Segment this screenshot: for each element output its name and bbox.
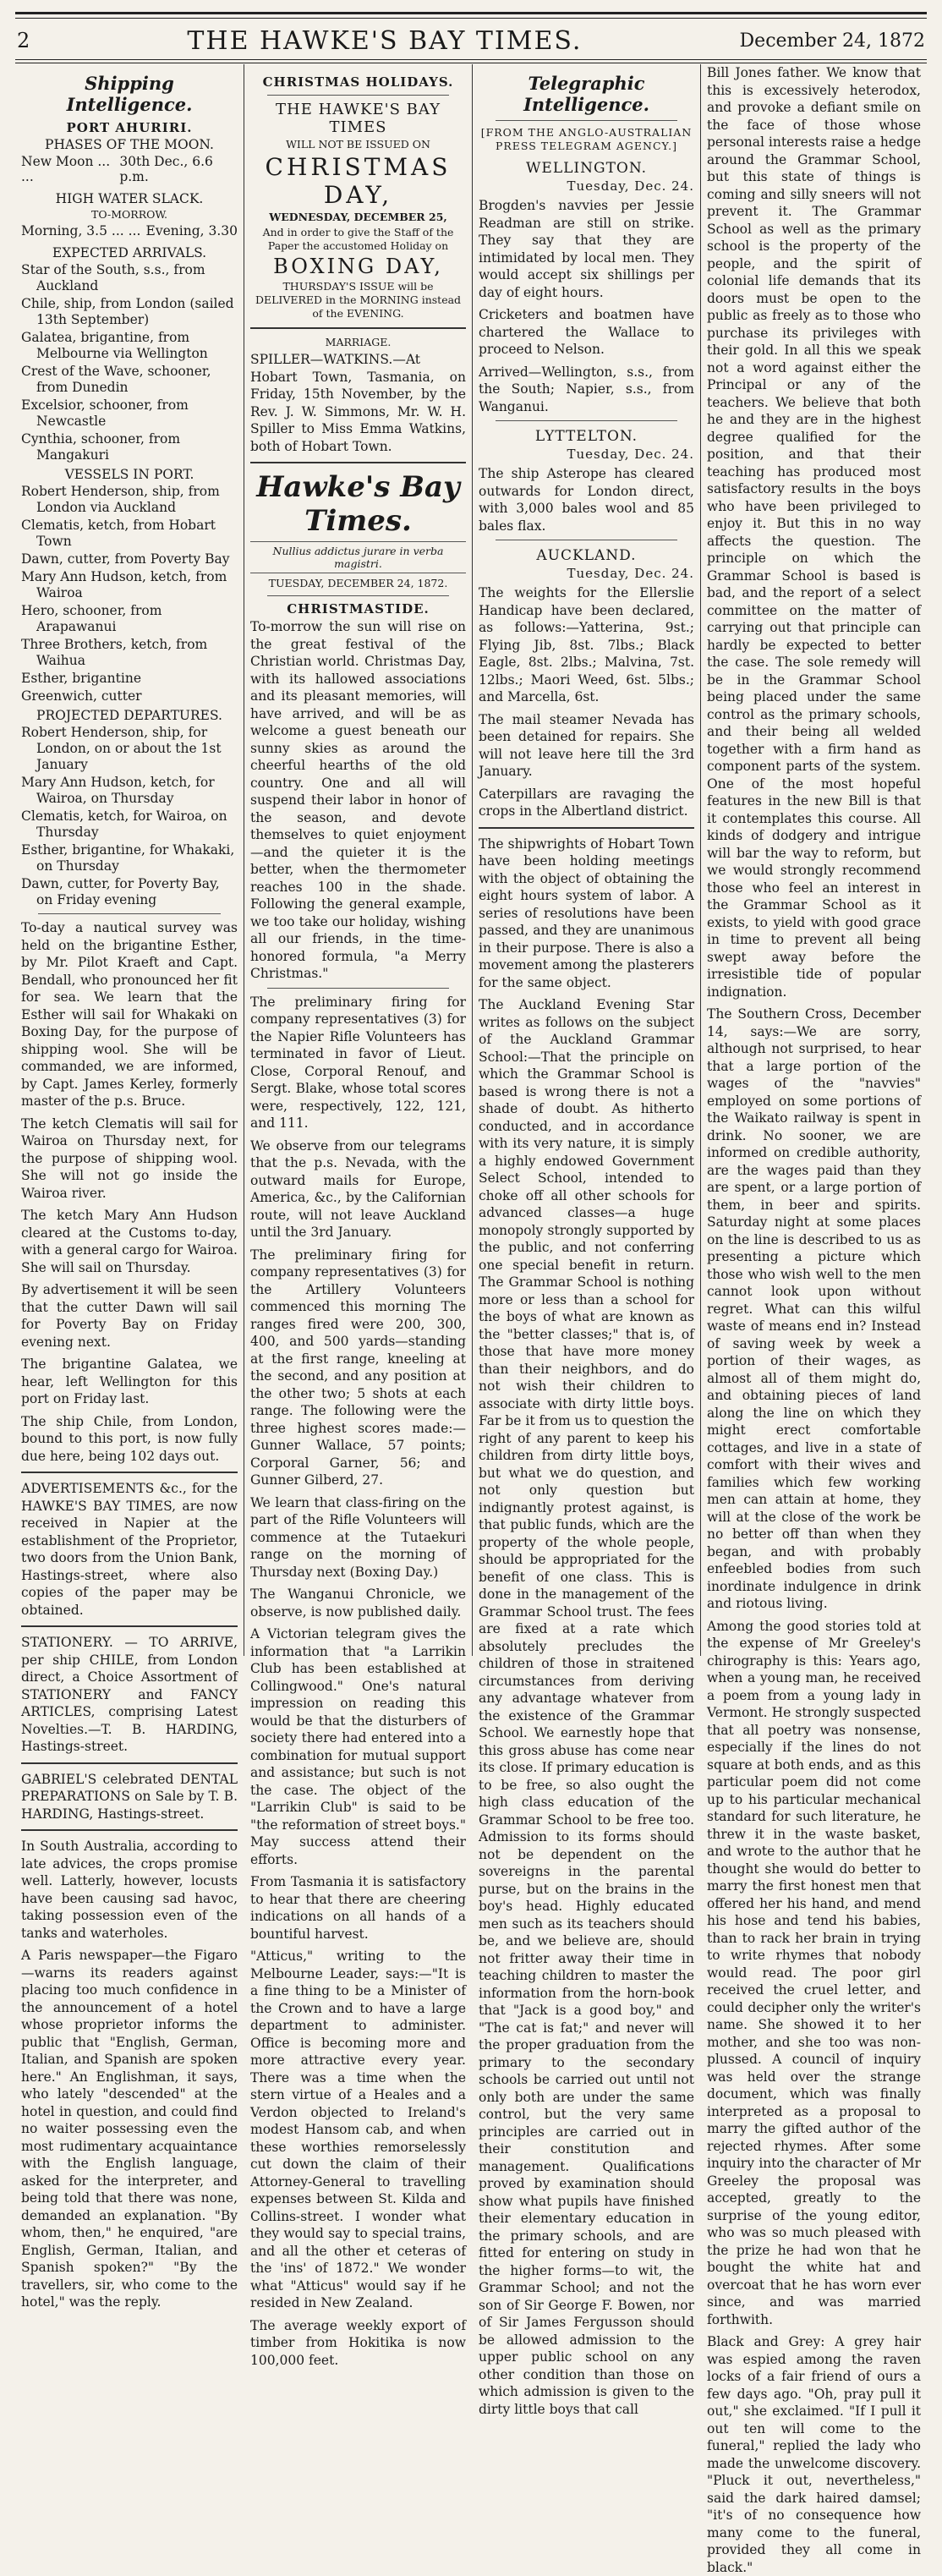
dateline: Tuesday, Dec. 24.: [567, 566, 694, 581]
advertisement: ADVERTISEMENTS &c., for the HAWKE'S BAY TIMES, are now received in Napier at the establishment of the Proprietor, two doors from the Union Bank, Hastings-street, where also copies of the paper may be obtained.: [21, 1481, 238, 1618]
tide-row: [21, 223, 238, 238]
paragraph: The preliminary firing for company representatives (3) for the Artillery Volunteers commenced this morning The ranges fired were 200, 300, 400, and 500 yards—standing at the first range, kneeling at the second, and any position at the other two; 5 shots at each range. The following were the three highest scores made:—Gunner Wallace, 57 points; Corporal Garner, 56; and Gunner Gilberd, 27.: [250, 1247, 466, 1488]
section-rule: [21, 1829, 238, 1831]
section-rule: [479, 827, 694, 829]
paragraph: To-day a nautical survey was held on the brigantine Esther, by Mr. Pilot Kraeft and Capt. Bendall, who pronounced her fit for sea. We learn that the Esther will sail for Whakaki on Boxing Day, for the purpose of shipping wool. She will be commanded, we are informed, by Capt. James Kerley, formerly master of the p.s. Bruce.: [21, 920, 238, 1109]
moon-row: [21, 154, 238, 184]
dateline: Tuesday, Dec. 24.: [567, 178, 694, 194]
section-rule: [250, 462, 466, 463]
paragraph: Caterpillars are ravaging the crops in the Albertland district.: [479, 786, 694, 819]
paragraph: To-morrow the sun will rise on the great festival of the Christian world. Christmas Day, with its hallowed associations and its pleasant memories, will have arrived, and will be as welcome a guest beneath our sunny skies as around the cheerful hearths of the old country. One and all will suspend their labor in honor of the season, and devote themselves to quiet enjoyment—and the quieter it is the better, when the thermometer reaches 100 in the shade. Following the general example, we too take our holiday, wishing all our friends, in the time-honored formula, "a Merry Christmas.": [250, 619, 466, 981]
paragraph: The Southern Cross, December 14, says:—We are sorry, although not surprised, to hear that a large portion of the wages of the "navvies" employed on some portions of the Waikato railway is spent in drink. No sooner, we are informed on credible authority, are the wages paid than they are spent, or a large portion of them, in beer and spirits. Saturday night at some places on the line is described to us as presenting a picture which those who wish well to the men cannot look upon without regret. What can this wilful waste of means end in? Instead of saving week by week a portion of their wages, as almost all of them might do, and obtaining pieces of land along the line on which they might erect comfortable cottages, and live in a state of comfort with their wives and families which few working men can attain at home, they will at the close of the work be no better off than when they began, and with probably enfeebled bodies from such inordinate indulgence in drink and riotous living.: [707, 1006, 921, 1611]
motto: Nullius addictus jurare in verba magistri.: [250, 541, 466, 573]
list-item: Mary Ann Hudson, ketch, for Wairoa, on Thursday: [21, 775, 215, 806]
telegraphic-heading: Telegraphic Intelligence.: [523, 73, 649, 115]
paragraph: Black and Grey: A grey hair was espied among the raven locks of a fair friend of ours a few days ago. "Oh, pray pull it out," she exclaimed. "If I pull it out ten will come to the funeral," replied the lady who made the unwelcome discovery. "Pluck it out, nevertheless," said the dark haired damsel; "it's of no consequence how many come to the funeral, provided they all come in black.": [707, 2334, 921, 2575]
column-4: [701, 64, 927, 2575]
section-rule: [267, 988, 449, 989]
paragraph: A Paris newspaper—the Figaro—warns its readers against placing too much confidence in the announcement of a hotel whose proprietor informs the public that "English, German, Italian, and Spanish are spoken here." An Englishman, it says, who lately "descended" at the hotel in question, and could find no waiter possessing even the most rudimentary acquaintance with the English language, asked for the interpreter, and being told that there was none, demanded an explanation. "By whom, then," he enquired, "are English, German, Italian, and Spanish spoken?" "By the travellers, sir, who come to the hotel," was the reply.: [21, 1948, 238, 2310]
paragraph: We observe from our telegrams that the p.s. Nevada, with the outward mails for Europe, America, &c., by the Californian route, will not leave Auckland until the 3rd January.: [250, 1137, 466, 1240]
list-item: Robert Henderson, ship, from London via Auckland: [21, 484, 220, 515]
notice-line: THURSDAY'S ISSUE will be DELIVERED in the MORNING instead of the EVENING.: [255, 280, 462, 320]
christmastide-heading: CHRISTMASTIDE.: [287, 601, 430, 617]
list-item: Chile, ship, from London (sailed 13th September): [21, 296, 234, 327]
place-heading: AUCKLAND.: [536, 547, 637, 564]
top-rule: [15, 12, 927, 19]
vessels-list: [21, 484, 238, 704]
list-item: Robert Henderson, ship, for London, on or about the 1st January: [21, 725, 222, 772]
paragraph: By advertisement it will be seen that the cutter Dawn will sail for Poverty Bay on Friday evening next.: [21, 1282, 238, 1350]
expected-list: [21, 262, 238, 463]
paragraph: The brigantine Galatea, we hear, left Wellington for this port on Friday last.: [21, 1357, 238, 1406]
departures-heading: PROJECTED DEPARTURES.: [36, 708, 222, 723]
paragraph: We learn that class-firing on the part of the Rifle Volunteers will commence at the Tutaekuri range on the morning of Thursday next (Boxing Day.): [250, 1494, 466, 1580]
paragraph: The preliminary firing for company representatives (3) for the Napier Rifle Volunteers has terminated in favor of Lieut. Close, Corporal Renouf, and Sergt. Blake, whose total scores were, respectively, 122, 121, and 111.: [250, 994, 466, 1131]
high-water-heading: HIGH WATER SLACK.: [55, 191, 204, 206]
paragraph: Brogden's navvies per Jessie Readman are still on strike. They say that they are intimidated by local men. They would accept six shillings per day of eight hours.: [479, 198, 694, 300]
section-rule: [267, 595, 449, 596]
holidays-heading: CHRISTMAS HOLIDAYS.: [262, 74, 454, 90]
paragraph: Among the good stories told at the expense of Mr Greeley's chirography is this: Years ago, when a young man, he received a poem from a young lady in Vermont. He strongly suspected that all poetry was nonsense, especially if the lines do not square at both ends, and as this particular poem did not come up to his particular mechanical standard for such literature, he threw it in the waste basket, and wrote to the author that he thought she would do better to marry the first honest men that offered her his hand, and mend his hose and tend his babies, than to rack her brain in trying to write rhymes that nobody would read. The poor girl received the cruel letter, and could decipher only the writer's name. She showed it to her mother, and she too was non-plussed. A council of inquiry was held over the strange document, which was finally interpreted as a proposal to marry the gifted author of the rejected rhymes. After some inquiry into the character of Mr Greeley the proposal was accepted, greatly to the surprise of the young editor, who was so much pleased with the prize he had won that he bought the white hat and overcoat that he has worn ever since, and was married forthwith.: [707, 1618, 921, 2327]
paragraph: "Atticus," writing to the Melbourne Leader, says:—"It is a fine thing to be a Minister of the Crown and to have a large department to administer. Office is becoming more and more attractive every year. There was a time when the stern virtue of a Heales and a Verdon objected to Ireland's modest Hansom cab, and when these worthies remorselessly cut down the claim of their Attorney-General to travelling expenses between St. Kilda and Collins-street. I wonder what they would say to special trains, and all the other et ceteras of the 'ins' of 1872." We wonder what "Atticus" would say if he resided in New Zealand.: [250, 1948, 466, 2310]
list-item: Mary Ann Hudson, ketch, from Wairoa: [21, 569, 227, 600]
list-item: Esther, brigantine, for Whakaki, on Thursday: [21, 842, 235, 874]
section-rule: [496, 120, 677, 121]
column-1: [15, 64, 244, 2310]
shipping-heading: Shipping Intelligence.: [66, 73, 193, 115]
advertisement: GABRIEL'S celebrated DENTAL PREPARATIONS on Sale by T. B. HARDING, Hastings-street.: [21, 1771, 238, 1822]
notice-line: WILL NOT BE ISSUED ON: [286, 138, 430, 151]
phases-heading: PHASES OF THE MOON.: [45, 137, 214, 152]
list-item: Clematis, ketch, for Wairoa, on Thursday: [21, 808, 227, 840]
issue-date: December 24, 1872: [739, 30, 925, 52]
notice-line: WEDNESDAY, DECEMBER 25,: [269, 211, 447, 223]
section-rule: [21, 1762, 238, 1764]
section-rule: [21, 1472, 238, 1473]
paragraph: The mail steamer Nevada has been detained for repairs. She will not leave here till the 3rd January.: [479, 711, 694, 779]
section-rule: [267, 95, 449, 96]
paragraph: A Victorian telegram gives the information that "a Larrikin Club has been established at Collingwood." One's natural impression on reading this would be that the disturbers of society there had entered into a combination for mutual support and assistance; but such is not the case. The object of the "Larrikin Club" is said to be "the reformation of street boys." May success attend their efforts.: [250, 1626, 466, 1867]
columns: [15, 64, 927, 2575]
masthead-rule: [15, 59, 927, 63]
list-item: Hero, schooner, from Arapawanui: [21, 603, 162, 634]
list-item: Dawn, cutter, for Poverty Bay, on Friday evening: [21, 876, 220, 907]
section-rule: [21, 1625, 238, 1627]
evening-tide: Evening, 3.30: [145, 223, 238, 238]
paragraph: The weights for the Ellerslie Handicap have been declared, as follows:—Yatterina, 9st.; Flying Jib, 8st. 7lbs.; Black Eagle, 8st. 2lbs.; Malvina, 7st. 12lbs.; Maori Weed, 6st. 5lbs.; and Marcella, 6st.: [479, 585, 694, 704]
list-item: Dawn, cutter, from Poverty Bay: [21, 551, 230, 567]
list-item: Clematis, ketch, from Hobart Town: [21, 518, 216, 549]
list-item: Esther, brigantine: [21, 671, 141, 686]
paper-title: THE HAWKE'S BAY TIMES.: [187, 25, 583, 56]
list-item: Excelsior, schooner, from Newcastle: [21, 397, 189, 429]
paragraph: In South Australia, according to late advices, the crops promise well. Latterly, however, locusts have been causing sad havoc, taking possession even of the tanks and waterholes.: [21, 1839, 238, 1941]
section-rule: [250, 327, 466, 329]
masthead: [17, 25, 925, 56]
paragraph: Arrived—Wellington, s.s., from the South; Napier, s.s., from Wanganui.: [479, 364, 694, 414]
morning-tide: Morning, 3.5 ... ...: [21, 223, 141, 238]
list-item: Crest of the Wave, schooner, from Dunedin: [21, 364, 211, 395]
notice-line: THE HAWKE'S BAY TIMES: [276, 101, 441, 136]
leader-date: TUESDAY, DECEMBER 24, 1872.: [268, 577, 448, 589]
list-item: Cynthia, schooner, from Mangakuri: [21, 431, 181, 463]
dateline: Tuesday, Dec. 24.: [567, 447, 694, 462]
paragraph: The average weekly export of timber from Hokitika is now 100,000 feet.: [250, 2317, 466, 2368]
list-item: Galatea, brigantine, from Melbourne via Wellington: [21, 330, 208, 361]
paragraph: The ketch Clematis will sail for Wairoa on Thursday next, for the purpose of shipping wool. She will not go inside the Wairoa river.: [21, 1115, 238, 1201]
departures-list: [21, 725, 238, 908]
tomorrow-label: TO-MORROW.: [90, 208, 168, 221]
paragraph: From Tasmania it is satisfactory to hear that there are cheering indications on all hands of a bountiful harvest.: [250, 1874, 466, 1942]
moon-value: 30th Dec., 6.6 p.m.: [119, 154, 213, 184]
section-rule: [38, 913, 221, 914]
page-number: 2: [17, 29, 30, 52]
section-rule: [496, 420, 677, 421]
list-item: Greenwich, cutter: [21, 688, 142, 704]
column-2: [244, 64, 473, 2368]
paper-name: Hawke's Bay Times.: [256, 470, 460, 538]
list-item: Star of the South, s.s., from Auckland: [21, 262, 205, 293]
paragraph: The ketch Mary Ann Hudson cleared at the Customs to-day, with a general cargo for Wairoa. She will sail on Thursday.: [21, 1208, 238, 1275]
paragraph: The ship Chile, from London, bound to this port, is now fully due here, being 102 days out.: [21, 1413, 238, 1464]
port-heading: PORT AHURIRI.: [66, 120, 193, 135]
moon-label: New Moon ... ...: [21, 154, 111, 184]
place-heading: LYTTELTON.: [534, 428, 638, 445]
notice-big: BOXING DAY,: [273, 255, 443, 278]
marriage-notice: SPILLER—WATKINS.—At Hobart Town, Tasmania, on Friday, 15th November, by the Rev. J. W. Simmons, Mr. W. H. Spiller to Miss Emma Watkins, both of Hobart Town.: [250, 352, 466, 454]
expected-heading: EXPECTED ARRIVALS.: [52, 245, 207, 260]
paragraph: The shipwrights of Hobart Town have been holding meetings with the object of obtaining the eight hours system of labor. A series of resolutions have been passed, and they are unanimous in their purpose. There is also a movement among the plasterers for the same object.: [479, 836, 694, 990]
advertisement: STATIONERY. — TO ARRIVE, per ship CHILE, from London direct, a Choice Assortment of STATIONERY and FANCY ARTICLES, comprising Latest Novelties.—T. B. HARDING, Hastings-street.: [21, 1635, 238, 1754]
vessels-heading: VESSELS IN PORT.: [64, 467, 194, 482]
place-heading: WELLINGTON.: [525, 160, 648, 177]
notice-line: And in order to give the Staff of the Paper the accustomed Holiday on: [262, 226, 454, 252]
paragraph: The Auckland Evening Star writes as follows on the subject of the Auckland Grammar School:—That the principle on which the Grammar School is based is wrong there is not a shade of doubt. As hitherto conducted, and in accordance with its very nature, it is simply a highly endowed Government Select School, intended to choke off all other schools for advanced classes—a huge monopoly strongly supported by the public, and not conferring one special benefit in return. The Grammar School is nothing more or less than a school for the boys of what are known as the "better classes;" that is, of those that have more money than their neighbors, and do not wish their children to associate with dirty little boys. Far be it from us to question the right of any parent to keep his children from dirty little boys, but what we do question, and not only question but indignantly protest against, is that public funds, which are the property of the whole people, should be appropriated for the benefit of one class. This is done in the management of the Grammar School trust. The fees are fixed at a rate which absolutely precludes the children of those in straitened circumstances from deriving any advantage whatever from the existence of the Grammar School. We earnestly hope that this gross abuse has come near its close. If primary education is to be free, so also ought the high class education of the Grammar School to be free too. Admission to its forms should not be dependent on the sovereigns in the parental purse, but on the brains in the boy's head. Highly educated men such as its teachers should be, and we believe are, should not fritter away their time in teaching children to master the information from the horn-book that "Jack is a good boy," and "The cat is fat;" and never will the proper graduation from the primary to the secondary schools be carried out until not only both are under the same control, but the very same principles are carried out in their constitution and management. Qualifications proved by examination should show what pupils have finished their elementary education in the primary schools, and are fitted for entering on study in the higher forms—to wit, the Grammar School; and not the son of Sir George F. Bowen, nor of Sir James Fergusson should be allowed admission to the upper public school on any other condition than those on which admission is given to the dirty little boys that call: [479, 997, 694, 2417]
paragraph: The Wanganui Chronicle, we observe, is now published daily.: [250, 1587, 466, 1620]
column-3: [473, 64, 701, 2417]
paragraph: Bill Jones father. We know that this is excessively heterodox, and provoke a defiant smile on the face of those whose personal interests raise a hedge around the Grammar School, but this state of things is coming and silly sneers will not prevent it. The Grammar School as well as the primary school is the property of the people, and the spirit of colonial life demands that its doors must be open to the public as freely as to those who purchase its privileges with their gold. In all this we speak not a word against either the Principal or any of the teachers. We believe that both he and they are in the highest degree qualified for the position, and that their teaching has produced most satisfactory results in the boys who have been privileged to enjoy it. But this in no way affects the question. The principle on which the Grammar School is based is bad, and the report of a select committee on the matter of carrying out that principle can hardly be expected to better the case. The sole remedy will be in the Grammar School being placed under the same control as the primary schools, and their being all welded together with a firm hand as component parts of the system. One of the most hopeful features in the new Bill is that it contemplates this course. All kinds of dodgery and intrigue will bar the way to reform, but we would strongly recommend those who feel an interest in the Grammar School as it exists, to yield with good grace in time to prevent all being swept away before the irresistible tide of popular indignation.: [707, 65, 921, 1000]
notice-big: CHRISTMAS DAY,: [265, 153, 452, 209]
paragraph: The ship Asterope has cleared outwards for London direct, with 3,000 bales wool and 85 bales flax.: [479, 466, 694, 534]
paragraph: Cricketers and boatmen have chartered the Wallace to proceed to Nelson.: [479, 307, 694, 357]
source-note: [FROM THE ANGLO-AUSTRALIAN PRESS TELEGRAM AGENCY.]: [480, 126, 693, 152]
list-item: Three Brothers, ketch, from Waihua: [21, 637, 208, 668]
marriage-heading: MARRIAGE.: [325, 336, 392, 348]
